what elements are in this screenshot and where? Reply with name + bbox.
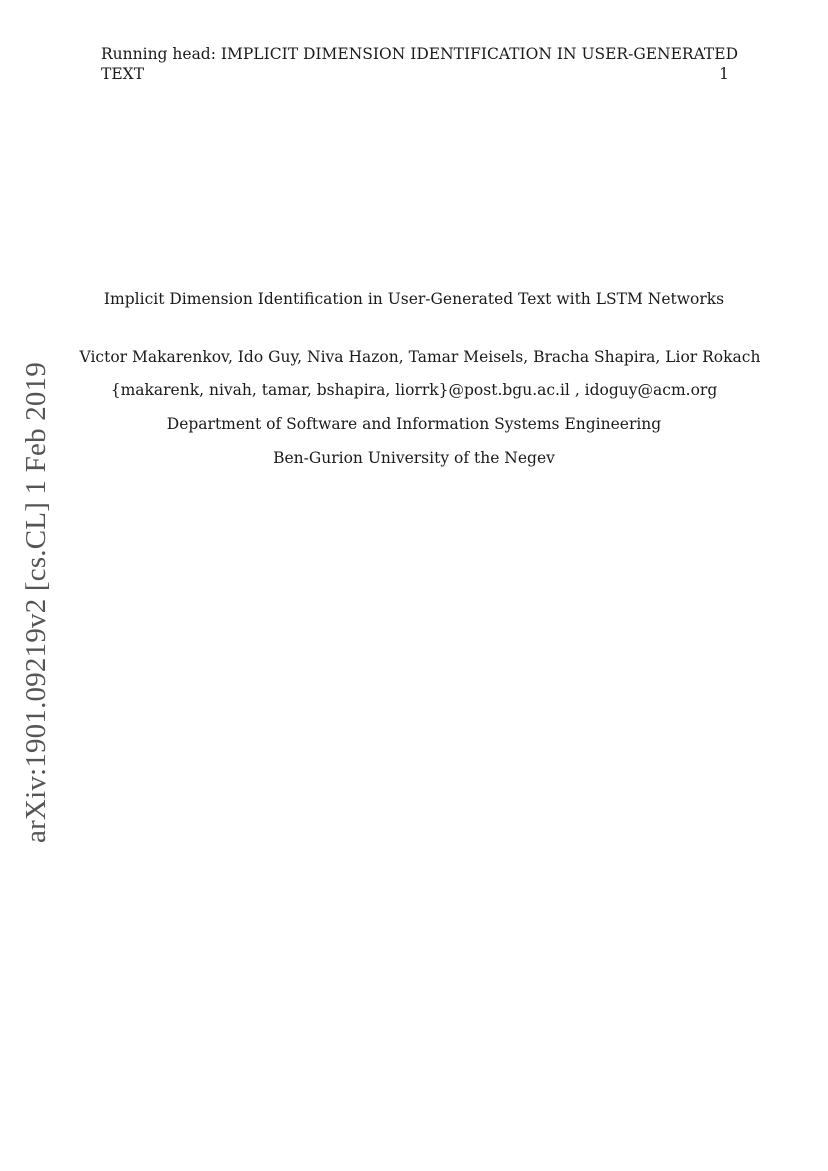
running-head-line2 [101, 64, 729, 84]
author-list: Victor Makarenkov, Ido Guy, Niva Hazon, Tamar Meisels, Bracha Shapira, Lior Rokach [79, 348, 761, 366]
running-head [101, 44, 739, 84]
department: Department of Software and Information Systems Engineering [166, 415, 662, 433]
running-head-line1: Running head: IMPLICIT DIMENSION IDENTIFICATION IN USER-GENERATED [101, 45, 739, 63]
university: Ben-Gurion University of the Negev [273, 449, 555, 467]
page-number: 1 [719, 65, 729, 83]
paper-title: Implicit Dimension Identification in User-Generated Text with LSTM Networks [103, 290, 725, 308]
arxiv-stamp: arXiv:1901.09219v2 [cs.CL] 1 Feb 2019 [20, 361, 52, 843]
author-emails: {makarenk, nivah, tamar, bshapira, liorrk}@post.bgu.ac.il , idoguy@acm.org [110, 381, 718, 399]
running-head-line2-text: TEXT [101, 65, 145, 83]
